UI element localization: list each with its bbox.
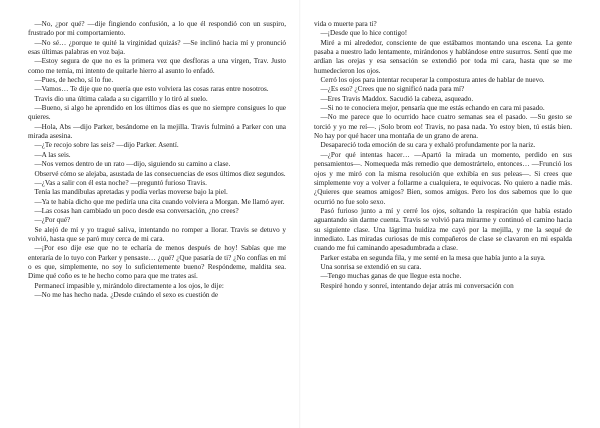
paragraph: Desapareció toda emoción de su cara y exhaló profundamente por la nariz. [320,141,536,150]
paragraph: —Hola, Abs —dijo Parker, besándome en la mejilla. Travis fulminó a Parker con una mirada asesina. [28,122,286,141]
paragraph: —Pues, de hecho, sí lo fue. [34,76,114,85]
paragraph: Miré a mi alrededor, consciente de que estábamos montando una escena. La gente pasaba a nuestro lado lentamente, mirándonos y hablándose entre susurros. Sentí que me ardían las orejas y esa sensación se extendió por toda mi cara, hasta que se me humedecieron los ojos. [314,38,572,75]
paragraph: —Si no te conociera mejor, pensaría que me estás echando en cara mi pasado. [320,104,545,113]
paragraph: —¿Por qué intentas hacer… —Apartó la mirada un momento, perdido en sus pensamientos—. Nomequeda más remedio que demostrártelo, entonces… —Frunció los ojos y me miró con la misma resolución que exhibía en sus peleas—. Si crees que simplemente voy a volver a follarme a cualquiera, te equivocas. No quiero a nadie más. ¿Quieres que seamos amigos? Bien, somos amigos. Pero los dos sabemos que lo que ocurrió no fue solo sexo. [314,150,572,206]
paragraph: —Tengo muchas ganas de que llegue esta noche. [320,272,462,281]
left-page [28,20,286,300]
paragraph: —Vamos… Te dije que no quería que esto volviera las cosas raras entre nosotros. [34,85,269,94]
paragraph: —¿Es eso? ¿Crees que no significó nada para mí? [320,85,465,94]
paragraph: —No me parece que lo ocurrido hace cuatro semanas sea el pasado. —Su gesto se torció y yo me reí—. ¡Solo brom eo! Travis, no pasa nada. Yo estoy bien, tú estás bien. No hay por qué hacer una montaña de un grano de arena. [314,113,572,141]
paragraph: Permanecí impasible y, mirándolo directamente a los ojos, le dije: [34,281,224,290]
paragraph: —Bueno, si algo he aprendido en los últimos días es que no siempre consigues lo que quieres. [28,104,286,122]
paragraph: Observé cómo se alejaba, asustada de las consecuencias de esos últimos diez segundos. [34,169,286,178]
paragraph: —¿Por qué? [34,216,71,225]
paragraph: Tenía las mandíbulas apretadas y podía verlas moverse bajo la piel. [34,188,228,197]
paragraph: Travis dio una última calada a su cigarrillo y lo tiró al suelo. [34,94,208,103]
paragraph: —Las cosas han cambiado un poco desde esa conversación, ¿no crees? [34,206,239,215]
paragraph: Cerró los ojos para intentar recuperar la compostura antes de hablar de nuevo. [320,76,545,85]
paragraph: —¿Vas a salir con él esta noche? —preguntó furioso Travis. [34,178,207,187]
paragraph: —Estoy segura de que no es la primera vez que desfloras a una virgen, Trav. Justo como me temía, mi intento de quitarle hierro al asunto lo enfadó. [28,57,286,75]
paragraph: —¿Te recojo sobre las seis? —dijo Parker. Asentí. [34,141,179,150]
paragraph: —No, ¿por qué? —dije fingiendo confusión, a lo que él respondió con un suspiro, frustrado por mi comportamiento. [28,20,286,38]
paragraph: Pasó furioso junto a mí y cerré los ojos, soltando la respiración que había estado aguantando sin darme cuenta. Travis se volvió para mirarme y continuó el camino hacia su siguiente clase. Una lágrima huidiza me cayó por la mejilla, y me la sequé de inmediato. Las miradas curiosas de mis compañeros de clase se clavaron en mi espalda cuando me fui caminando apesadumbrada a clase. [314,206,572,253]
paragraph: —No sé… ¿porque te quité la virginidad quizás? —Se inclinó hacia mí y pronunció esas últimas palabras en voz baja. [28,38,286,57]
paragraph: vida o muerte para ti? [314,20,377,28]
paragraph: —¡Por eso dije ese que no te echaría de menos después de hoy! Sabías que me enteraría de lo tuyo con Parker y pensaste… ¿qué? ¿Que pasaría de ti? ¿No confías en mí o es que, simplemente, no soy lo suficientemente bueno? Respóndeme, maldita sea. Dime qué coño es te he hecho como para que me trates así. [28,244,286,281]
paragraph: —No me has hecho nada. ¿Desde cuándo el sexo es cuestión de [34,290,219,299]
paragraph: Una sonrisa se extendió en su cara. [320,262,422,271]
paragraph: —Nos vemos dentro de un rato —dijo, siguiendo su camino a clase. [34,160,231,169]
paragraph: Parker estaba en segunda fila, y me senté en la mesa que había junto a la suya. [320,253,546,262]
paragraph: —¡Desde que lo hice contigo! [320,29,408,38]
paragraph: —Eres Travis Maddox. Sacudió la cabeza, asqueado. [320,94,474,103]
paragraph: Se alejó de mí y yo tragué saliva, intentando no romper a llorar. Travis se detuvo y volvió, hasta que se paró muy cerca de mi cara. [28,225,286,243]
paragraph: Respiré hondo y sonreí, intentando dejar atrás mi conversación con [320,281,514,290]
paragraph: —Ya te había dicho que me pediría una cita cuando volviera a Morgan. Me llamó ayer. [34,197,285,206]
right-page [314,20,572,291]
book-gutter [299,0,301,428]
paragraph: —A las seis. [34,150,71,159]
